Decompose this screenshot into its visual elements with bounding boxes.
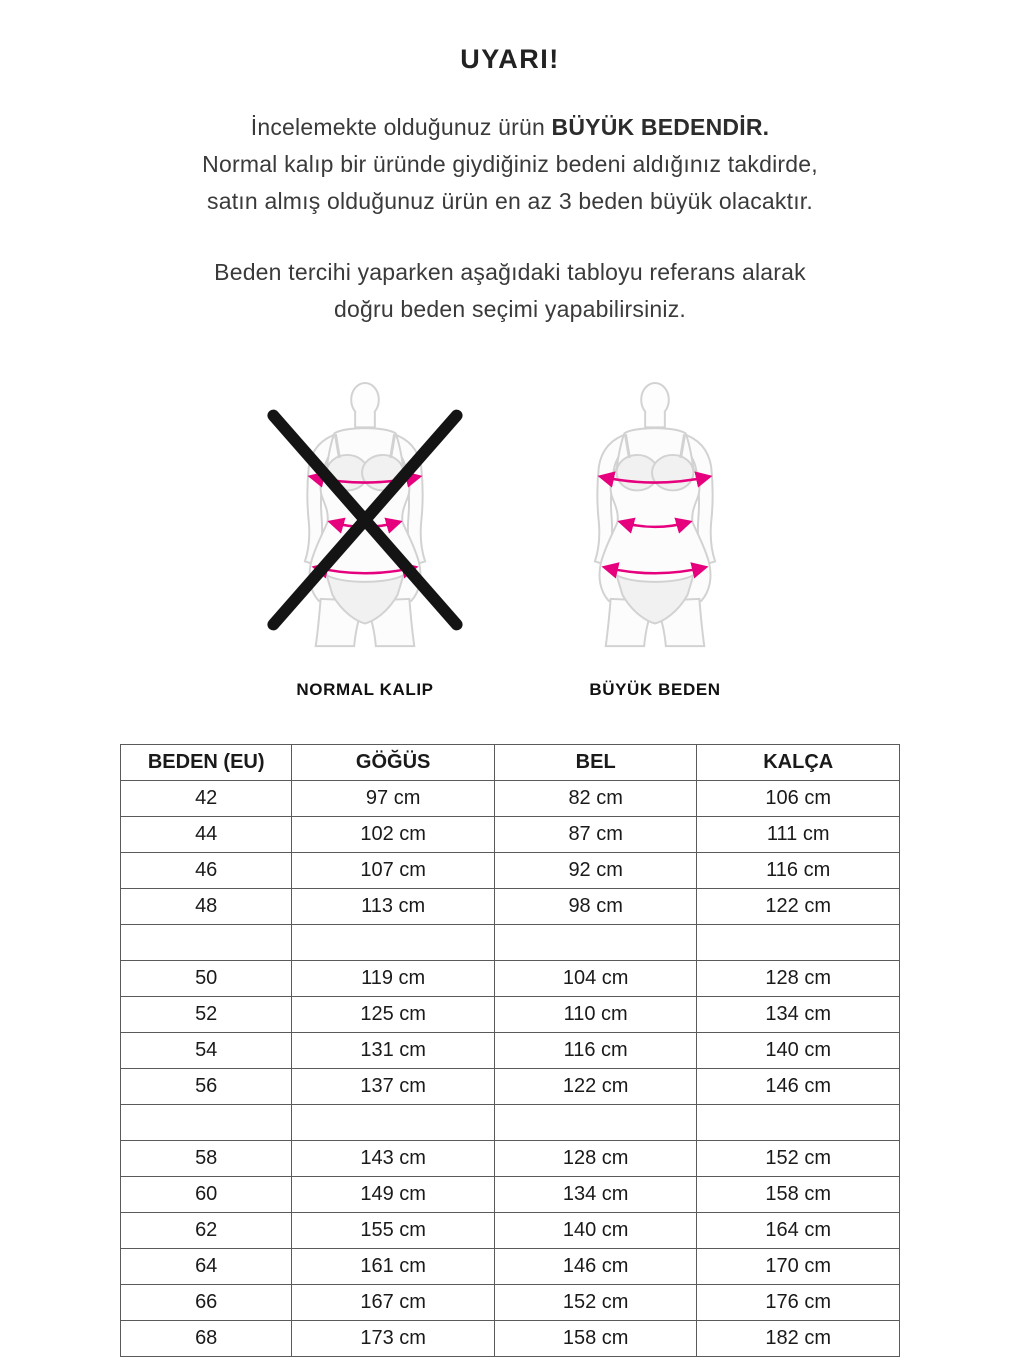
size-table-cell: 98 cm [494,889,697,925]
size-table-cell: 158 cm [494,1321,697,1357]
size-table-cell: 125 cm [292,997,495,1033]
size-table-cell: 62 [121,1213,292,1249]
plus-size-figure-illustration [537,382,773,658]
size-table-cell: 152 cm [697,1141,900,1177]
table-row [121,1213,900,1249]
size-table-cell: 97 cm [292,781,495,817]
size-table-cell: 128 cm [494,1141,697,1177]
size-table-cell: 48 [121,889,292,925]
normal-fit-label: NORMAL KALIP [296,680,434,699]
table-row [121,1285,900,1321]
size-table-cell: 152 cm [494,1285,697,1321]
size-table-cell: 167 cm [292,1285,495,1321]
size-table-cell: 128 cm [697,961,900,997]
size-table-cell [697,925,900,961]
size-table-cell: 182 cm [697,1321,900,1357]
plus-size-figure [537,382,773,700]
size-table-cell: 158 cm [697,1177,900,1213]
size-table-cell: 164 cm [697,1213,900,1249]
size-table-cell: 161 cm [292,1249,495,1285]
size-table-cell: 140 cm [494,1213,697,1249]
size-table-cell: 134 cm [697,997,900,1033]
figures-row [0,382,1020,700]
size-table-cell: 143 cm [292,1141,495,1177]
size-table-cell: 146 cm [697,1069,900,1105]
intro-line1-bold-text: BÜYÜK BEDENDİR. [551,114,770,140]
table-row [121,1321,900,1357]
size-table-cell [494,1105,697,1141]
size-table-cell [292,1105,495,1141]
normal-fit-figure-illustration [247,382,483,658]
size-table-header: KALÇA [697,745,900,781]
size-table-cell: 66 [121,1285,292,1321]
normal-fit-figure [247,382,483,700]
size-table-cell [494,925,697,961]
size-table-cell: 173 cm [292,1321,495,1357]
table-spacer-row [121,1105,900,1141]
size-table-cell: 111 cm [697,817,900,853]
size-table-cell: 56 [121,1069,292,1105]
size-table-cell: 42 [121,781,292,817]
size-table-cell: 68 [121,1321,292,1357]
size-table-cell [121,925,292,961]
size-table-cell: 137 cm [292,1069,495,1105]
intro-line1-text: İncelemekte olduğunuz ürün [250,114,552,140]
table-row [121,853,900,889]
size-table-cell: 110 cm [494,997,697,1033]
size-table-header: GÖĞÜS [292,745,495,781]
size-table-cell: 146 cm [494,1249,697,1285]
size-table-cell: 116 cm [494,1033,697,1069]
size-table-header: BEDEN (EU) [121,745,292,781]
size-table-cell: 176 cm [697,1285,900,1321]
plus-size-label: BÜYÜK BEDEN [589,680,721,699]
size-table-cell: 92 cm [494,853,697,889]
table-row [121,1033,900,1069]
warning-title: UYARI! [460,44,560,74]
size-table-cell: 131 cm [292,1033,495,1069]
table-row [121,781,900,817]
size-table-cell: 116 cm [697,853,900,889]
size-table-cell: 155 cm [292,1213,495,1249]
size-table-cell: 122 cm [697,889,900,925]
size-table-header-row [121,745,900,781]
table-spacer-row [121,925,900,961]
size-table-cell: 134 cm [494,1177,697,1213]
table-row [121,1141,900,1177]
table-row [121,1177,900,1213]
size-table-cell [121,1105,292,1141]
size-table-cell: 170 cm [697,1249,900,1285]
table-row [121,817,900,853]
size-table-cell [697,1105,900,1141]
size-table-cell: 122 cm [494,1069,697,1105]
size-table-cell: 50 [121,961,292,997]
table-row [121,1069,900,1105]
size-table-cell: 87 cm [494,817,697,853]
size-table-cell: 46 [121,853,292,889]
size-table-cell: 54 [121,1033,292,1069]
note-line2-text: doğru beden seçimi yapabilirsiniz. [334,296,686,322]
size-table-cell: 60 [121,1177,292,1213]
size-table-cell: 58 [121,1141,292,1177]
size-table [120,744,900,1357]
size-table-cell: 119 cm [292,961,495,997]
size-table-cell: 113 cm [292,889,495,925]
size-table-cell: 107 cm [292,853,495,889]
size-table-cell: 82 cm [494,781,697,817]
table-row [121,1249,900,1285]
size-table-cell: 44 [121,817,292,853]
table-row [121,889,900,925]
table-row [121,961,900,997]
size-table-cell: 149 cm [292,1177,495,1213]
size-table-cell [292,925,495,961]
intro-paragraph [40,109,980,220]
size-table-cell: 106 cm [697,781,900,817]
note-paragraph [40,254,980,328]
intro-line3-text: satın almış olduğunuz ürün en az 3 beden büyük olacaktır. [207,188,813,214]
table-row [121,997,900,1033]
size-table-header: BEL [494,745,697,781]
size-table-cell: 140 cm [697,1033,900,1069]
size-table-cell: 64 [121,1249,292,1285]
note-line1-text: Beden tercihi yaparken aşağıdaki tabloyu referans alarak [214,259,806,285]
intro-line2-text: Normal kalıp bir üründe giydiğiniz bedeni aldığınız takdirde, [202,151,818,177]
size-table-cell: 102 cm [292,817,495,853]
size-table-cell: 52 [121,997,292,1033]
size-table-cell: 104 cm [494,961,697,997]
